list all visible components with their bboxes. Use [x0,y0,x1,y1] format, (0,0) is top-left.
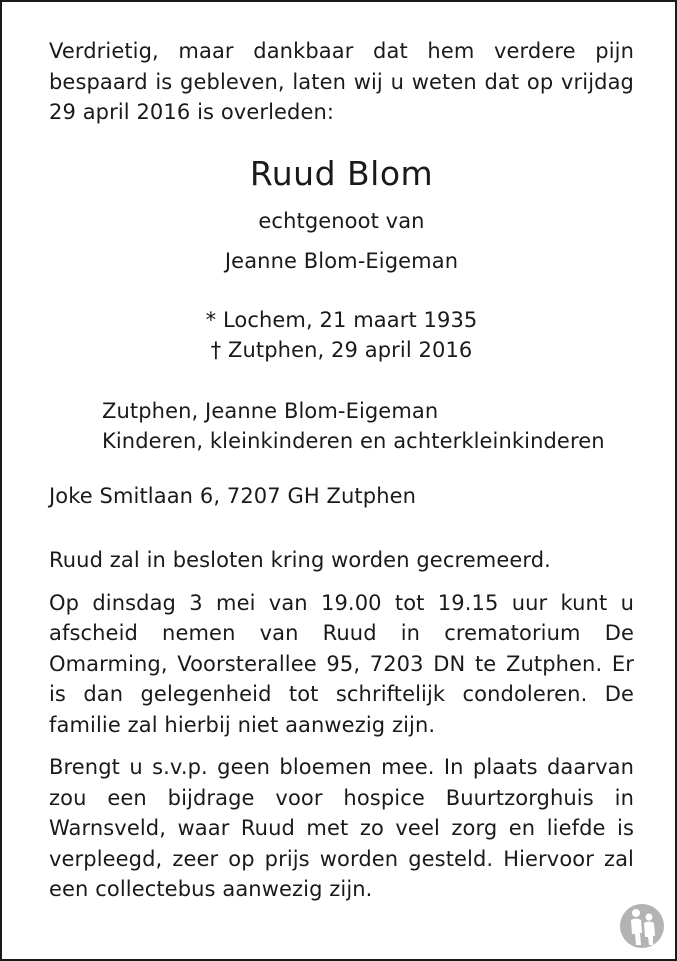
deceased-name: Ruud Blom [249,153,434,193]
family-line-1: Zutphen, Jeanne Blom-Eigeman [102,398,439,423]
cremation-paragraph: Ruud zal in besloten kring worden gecremeerd. [49,548,551,572]
correspondence-address: Joke Smitlaan 6, 7207 GH Zutphen [49,483,417,508]
flowers-paragraph: Brengt u s.v.p. geen bloemen mee. In plaats daarvan zou een bijdrage voor hospice Buurtzorghuis in Warnsveld, waar Ruud met zo veel zorg en liefde is verpleegd, zeer op prijs worden gesteld. Hiervoor zal een collectebus aanwezig zijn. [49,755,634,901]
mourning-figures-icon [619,903,665,949]
family-line-2: Kinderen, kleinkinderen en achterkleinkinderen [102,429,605,453]
farewell-paragraph: Op dinsdag 3 mei van 19.00 tot 19.15 uur kunt u afscheid nemen van Ruud in crematorium De Omarming, Voorsterallee 95, 7203 DN te Zutphen. Er is dan gelegenheid tot schriftelijk condoleren. De familie zal hierbij niet aanwezig zijn. [49,590,634,737]
family-signature [102,396,634,457]
obituary-text [49,36,634,905]
intro-paragraph: Verdrietig, maar dankbaar dat hem verdere pijn bespaard is gebleven, laten wij u weten dat op vrijdag 29 april 2016 is overleden: [49,39,634,124]
spouse-name: Jeanne Blom-Eigeman [224,249,459,273]
birth-line: * Lochem, 21 maart 1935 [205,307,478,332]
death-line: † Zutphen, 29 april 2016 [210,338,473,362]
relation-label: echtgenoot van [258,208,425,233]
